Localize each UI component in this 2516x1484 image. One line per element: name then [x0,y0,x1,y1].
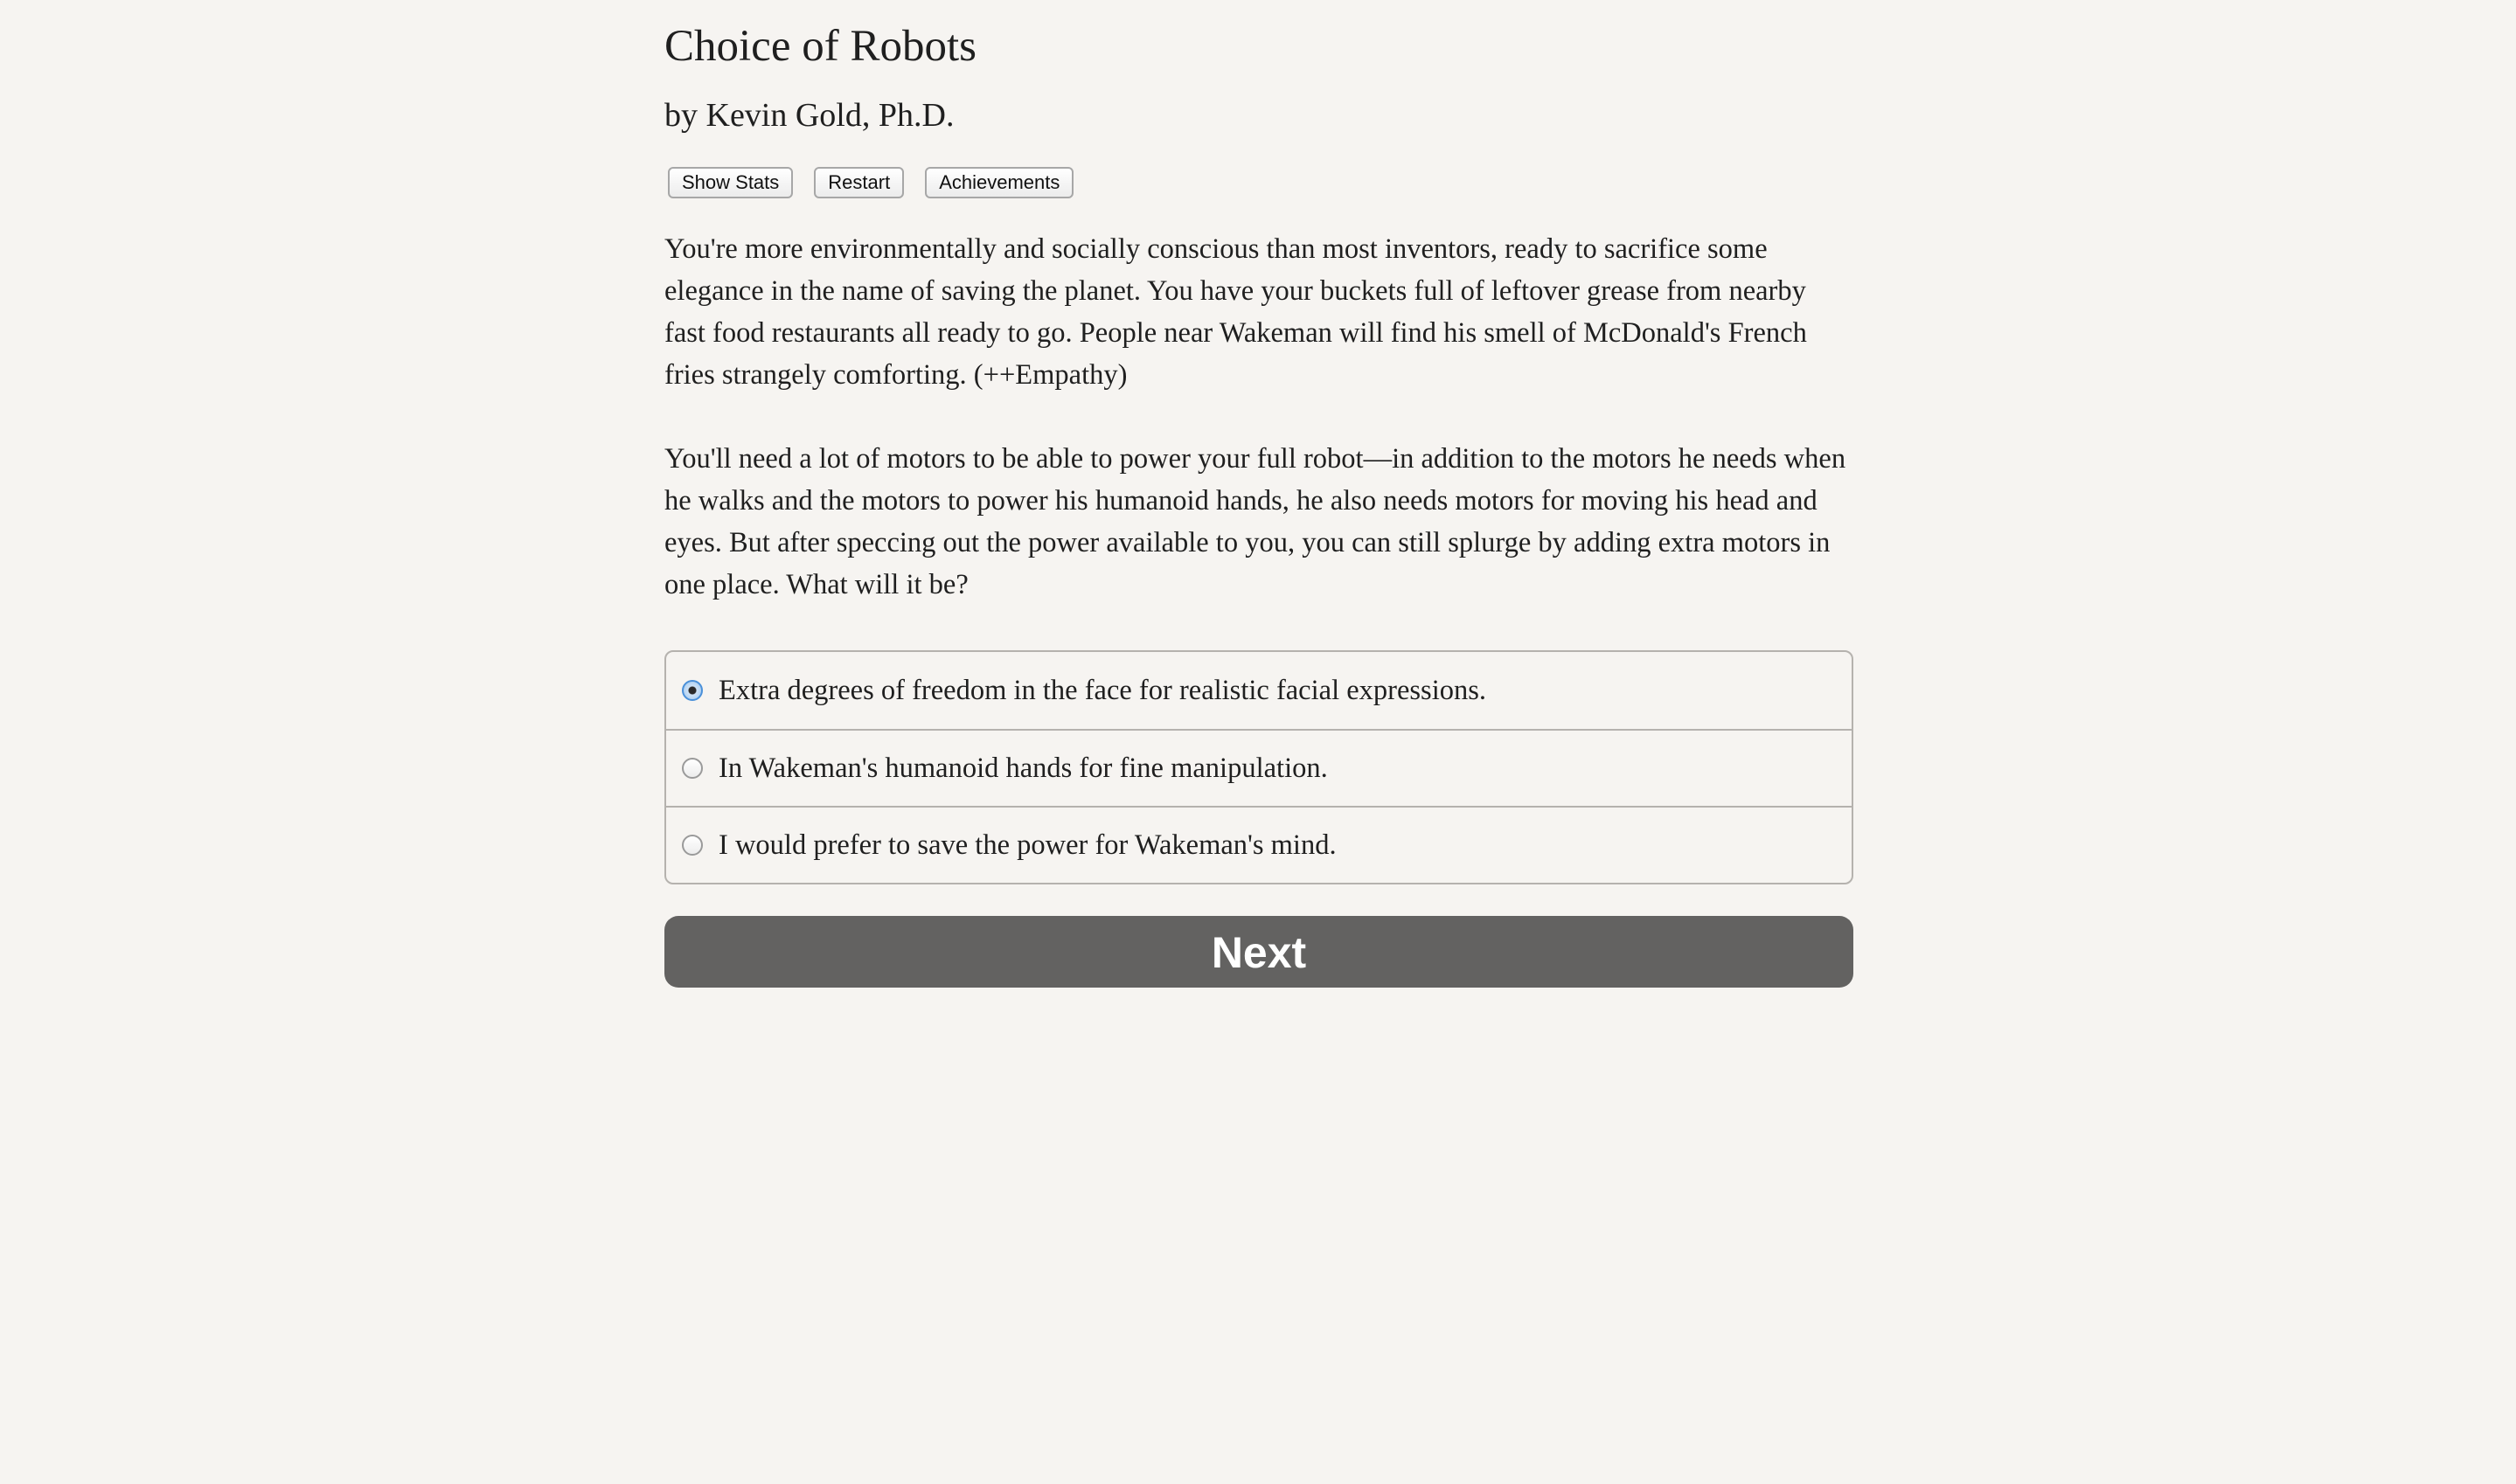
author-line: by Kevin Gold, Ph.D. [664,97,955,134]
choice-option[interactable] [666,652,1852,729]
radio-selected-icon[interactable] [682,680,703,701]
story-paragraph: You'll need a lot of motors to be able to power your full robot—in addition to the motors he needs when he walks and the motors to power his humanoid hands, he also needs motors for moving his head and eyes. But after speccing out the power available to you, you can still splurge by adding extra motors in one place. What will it be? [664,443,1846,600]
toolbar [668,167,1074,198]
choice-list [664,650,1853,884]
next-button[interactable]: Next [664,916,1853,988]
show-stats-button[interactable]: Show Stats [668,167,793,198]
choice-label: In Wakeman's humanoid hands for fine manipulation. [719,752,1328,784]
radio-unselected-icon[interactable] [682,758,703,779]
story-paragraph: You're more environmentally and socially conscious than most inventors, ready to sacrifice some elegance in the name of saving the planet. You have your buckets full of leftover grease from nearby fast food restaurants all ready to go. People near Wakeman will find his smell of McDonald's French fries strangely comforting. (++Empathy) [664,233,1807,391]
choice-label: I would prefer to save the power for Wakeman's mind. [719,829,1337,861]
choice-option[interactable] [666,806,1852,883]
restart-button[interactable]: Restart [814,167,904,198]
radio-unselected-icon[interactable] [682,835,703,856]
choice-label: Extra degrees of freedom in the face for realistic facial expressions. [719,674,1486,706]
achievements-button[interactable]: Achievements [925,167,1074,198]
game-title: Choice of Robots [664,22,977,71]
choice-option[interactable] [666,729,1852,806]
